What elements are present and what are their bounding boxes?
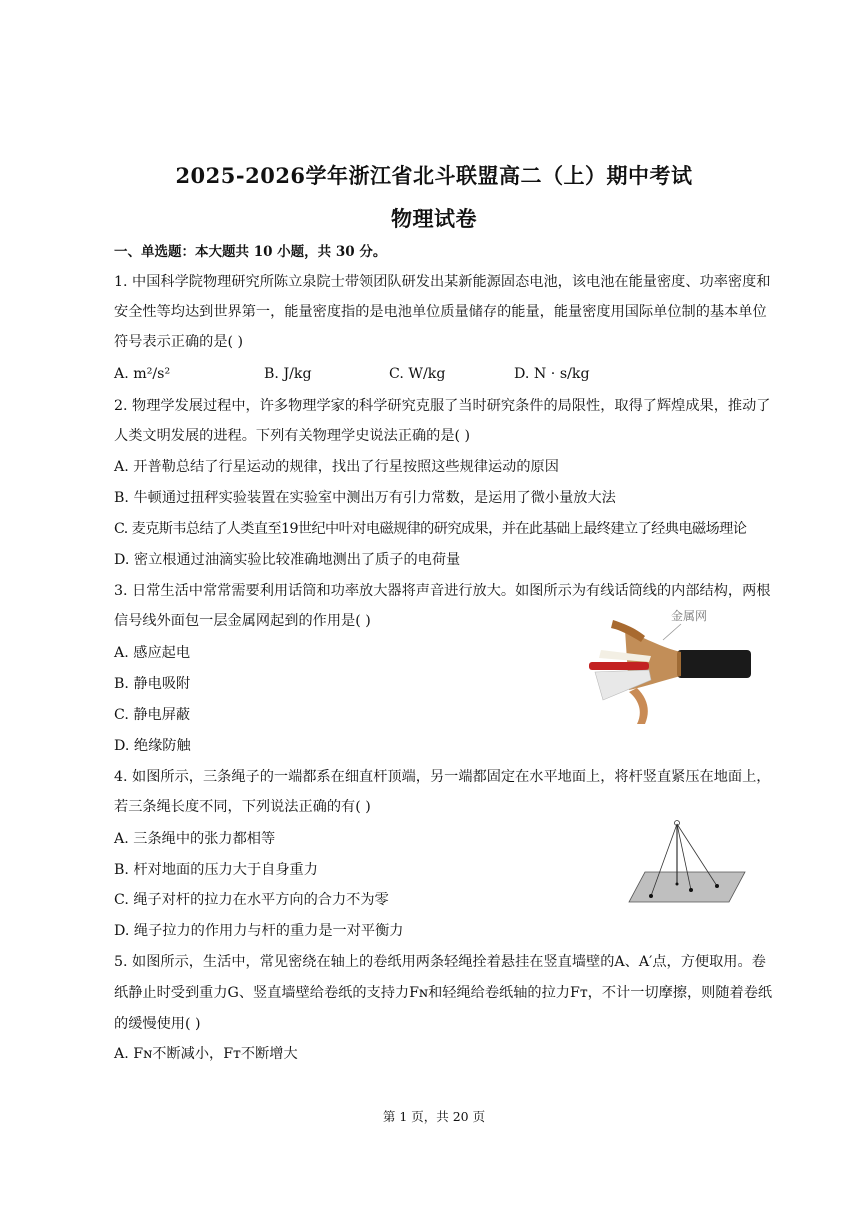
ground-plane — [629, 872, 745, 902]
q1-option-b: B. J/kg — [264, 366, 312, 382]
q1-line-1: 1. 中国科学院物理研究所陈立泉院士带领团队研发出某新能源固态电池，该电池在能量密度、功率密度和 — [114, 274, 771, 290]
q2-line-2: 人类文明发展的进程。下列有关物理学史说法正确的是( ) — [114, 428, 471, 444]
q4-option-b: B. 杆对地面的压力大于自身重力 — [114, 862, 318, 878]
q2-option-b: B. 牛顿通过扭秤实验装置在实验室中测出万有引力常数，是运用了微小量放大法 — [114, 490, 616, 506]
q4-option-c: C. 绳子对杆的拉力在水平方向的合力不为零 — [114, 892, 389, 908]
q2-option-a: A. 开普勒总结了行星运动的规律，找出了行星按照这些规律运动的原因 — [114, 459, 559, 475]
cable-jacket — [677, 650, 751, 678]
q5-line-2: 纸静止时受到重力G、竖直墙壁给卷纸的支持力Fɴ和轻绳给卷纸轴的拉力Fᴛ，不计一切摩擦，则随着卷纸 — [114, 985, 773, 1001]
q1-option-d: D. N · s/kg — [514, 366, 590, 382]
red-wire — [589, 662, 649, 670]
q1-option-c: C. W/kg — [389, 366, 446, 382]
q5-line-1: 5. 如图所示，生活中，常见密绕在轴上的卷纸用两条轻绳拴着悬挂在竖直墙壁的A、A′点，方便取用。卷 — [114, 954, 766, 970]
q2-option-d: D. 密立根通过油滴实验比较准确地测出了质子的电荷量 — [114, 552, 461, 568]
q3-line-2: 信号线外面包一层金属网起到的作用是( ) — [114, 613, 371, 629]
page-footer: 第 1 页，共 20 页 — [382, 1109, 486, 1124]
q2-line-1: 2. 物理学发展过程中，许多物理学家的科学研究克服了当时研究条件的局限性，取得了辉煌成果，推动了 — [114, 398, 771, 414]
q4-option-d: D. 绳子拉力的作用力与杆的重力是一对平衡力 — [114, 923, 404, 939]
q4-line-2: 若三条绳长度不同，下列说法正确的有( ) — [114, 799, 371, 815]
q3-option-c: C. 静电屏蔽 — [114, 707, 191, 723]
q5-line-3: 的缓慢使用( ) — [114, 1016, 201, 1032]
exam-title: 2025-2026学年浙江省北斗联盟高二（上）期中考试 — [175, 163, 693, 188]
q3-option-b: B. 静电吸附 — [114, 676, 191, 692]
q3-option-a: A. 感应起电 — [114, 645, 191, 661]
rod-with-ropes-figure — [625, 818, 750, 908]
q3-line-1: 3. 日常生活中常常需要利用话筒和功率放大器将声音进行放大。如图所示为有线话筒线的内部结构，两根 — [114, 583, 771, 599]
q1-line-3: 符号表示正确的是( ) — [114, 334, 244, 350]
q3-option-d: D. 绝缘防触 — [114, 738, 191, 754]
figure-label-metal-mesh: 金属网 — [671, 609, 708, 623]
section-heading: 一、单选题：本大题共 10 小题，共 30 分。 — [114, 244, 387, 260]
q4-line-1: 4. 如图所示，三条绳子的一端都系在细直杆顶端，另一端都固定在水平地面上，将杆竖直紧压在地面上， — [114, 769, 771, 785]
exam-subtitle: 物理试卷 — [391, 206, 477, 231]
q4-option-a: A. 三条绳中的张力都相等 — [114, 831, 276, 847]
q1-option-a: A. m²/s² — [114, 366, 171, 382]
q1-line-2: 安全性等均达到世界第一，能量密度指的是电池单位质量储存的能量，能量密度用国际单位制的基本单位 — [114, 304, 767, 320]
microphone-cable-figure — [585, 600, 755, 728]
q2-option-c: C. 麦克斯韦总结了人类直至19世纪中叶对电磁规律的研究成果，并在此基础上最终建立了经典电磁场理论 — [114, 521, 747, 537]
q5-option-a: A. Fɴ不断减小，Fᴛ不断增大 — [114, 1046, 298, 1062]
